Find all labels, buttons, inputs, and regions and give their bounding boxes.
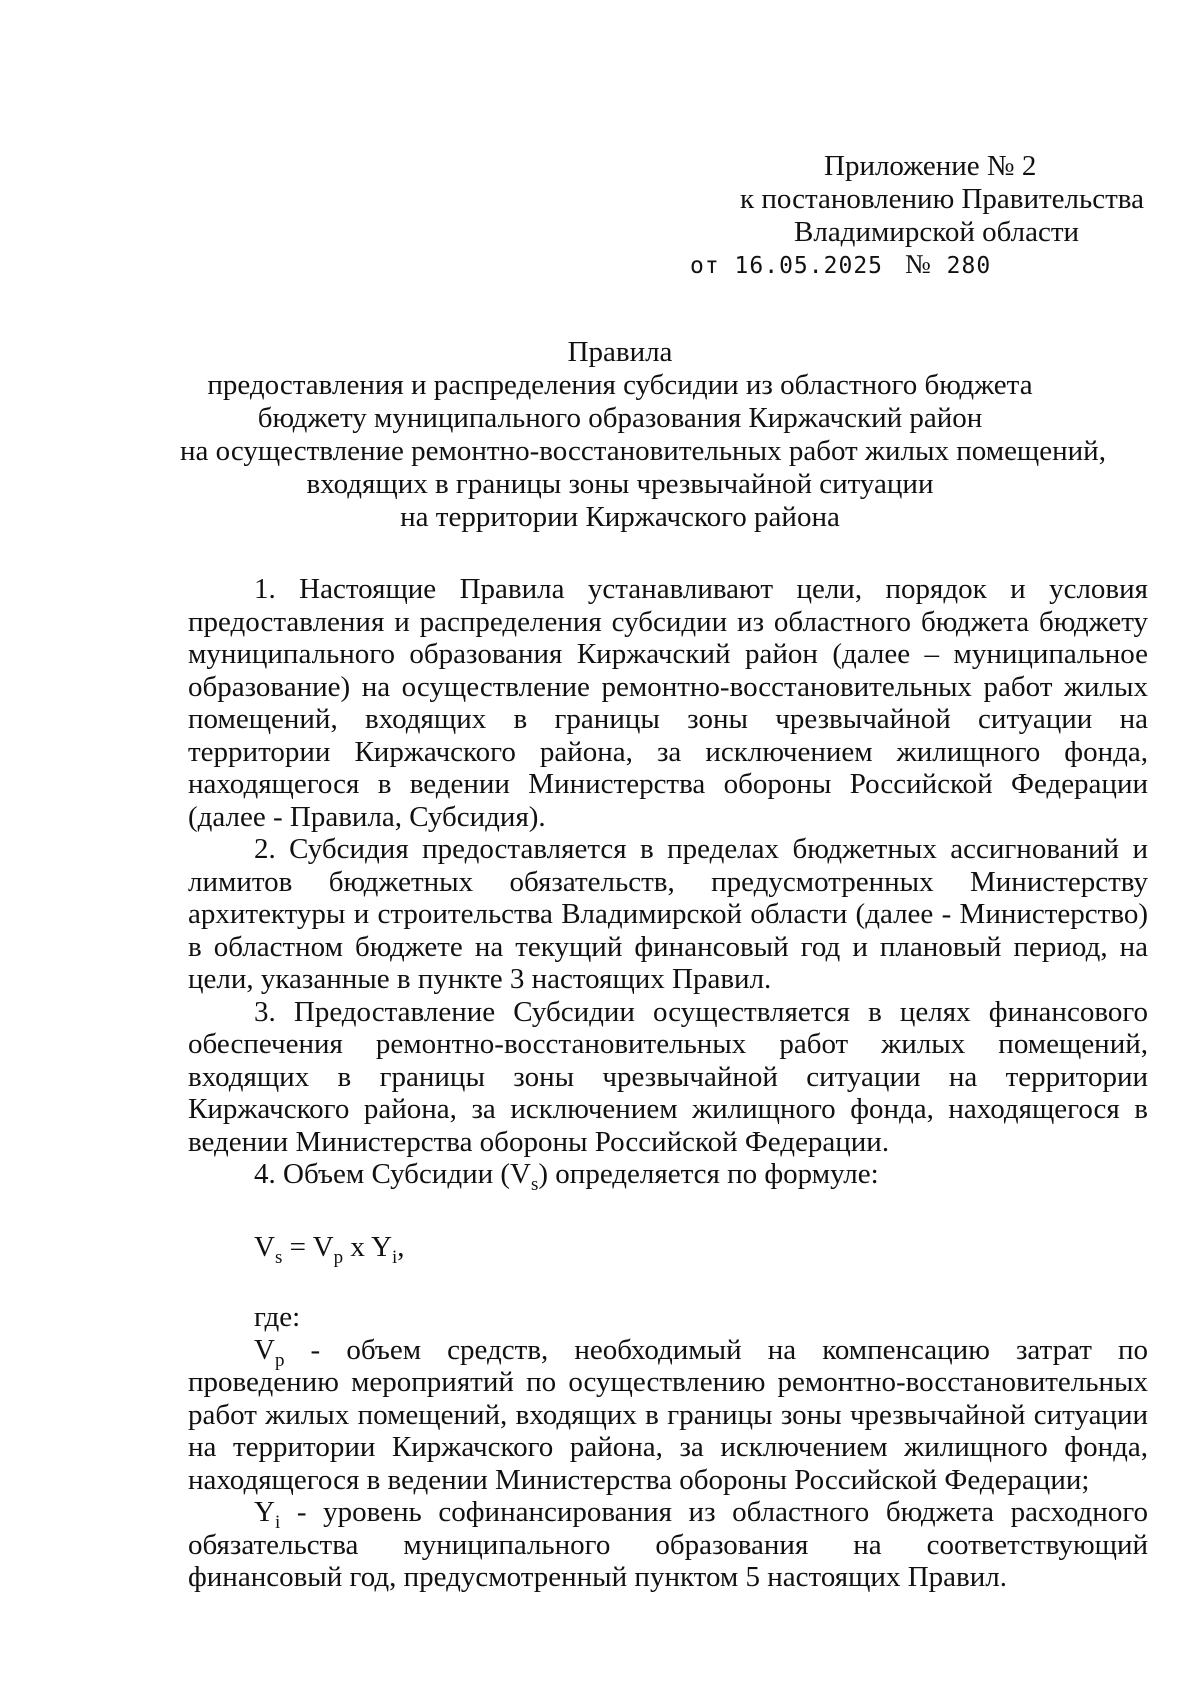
- appendix-date: от 16.05.2025: [690, 253, 884, 279]
- appendix-date-number: [690, 249, 1120, 281]
- paragraph-4: 4. Объем Субсидии $(V_s)$ определяется по формуле:: [254, 1158, 879, 1195]
- title-heading: Правила: [567, 336, 673, 368]
- appendix-doc-number: 280: [946, 253, 992, 279]
- title-line: на территории Киржачского района: [400, 501, 840, 533]
- appendix-block: [690, 150, 1144, 281]
- appendix-resolution: к постановлению Правительства: [740, 183, 1144, 215]
- vp-definition: $V_p$ - объем средств, необходимый на компенсацию затрат по проведению мероприятий по осуществлению ремонтно-восстановительных работ жилых помещений, входящих в границы зоны чрезвычайной ситуации на территории Киржачского района, за исключением жилищного фонда, находящегося в ведении Министерства обороны Российской Федерации;: [188, 1333, 1148, 1496]
- yi-definition: $Y_i$ - уровень софинансирования из областного бюджета расходного обязательства муниципального образования на соответствующий финансовый год, предусмотренный пунктом 5 настоящих Правил.: [188, 1496, 1148, 1593]
- paragraph-2: 2. Субсидия предоставляется в пределах бюджетных ассигнований и лимитов бюджетных обязательств, предусмотренных Министерству архитектуры и строительства Владимирской области (далее - Министерство) в областном бюджете на текущий финансовый год и плановый период, на цели, указанные в пункте 3 настоящих Правил.: [188, 833, 1148, 995]
- title-line: предоставления и распределения субсидии из областного бюджета: [207, 369, 1033, 401]
- document-title: [180, 336, 1106, 534]
- paragraph-3: 3. Предоставление Субсидии осуществляется в целях финансового обеспечения ремонтно-восстановительных работ жилых помещений, входящих в границы зоны чрезвычайной ситуации на территории Киржачского района, за исключением жилищного фонда, находящегося в ведении Министерства обороны Российской Федерации.: [188, 995, 1148, 1158]
- document-body: [188, 573, 1148, 1594]
- subsidy-formula: $V_s = V_p$ x $Y_i$,: [254, 1230, 405, 1268]
- appendix-region: Владимирской области: [794, 216, 1080, 248]
- appendix-number: Приложение № 2: [824, 150, 1037, 182]
- title-line: входящих в границы зоны чрезвычайной ситуации: [306, 468, 934, 500]
- title-line: на осуществление ремонтно-восстановительных работ жилых помещений,: [180, 435, 1106, 467]
- title-line: бюджету муниципального образования Киржачский район: [257, 402, 983, 434]
- number-sign: №: [905, 249, 932, 279]
- paragraph-1: 1. Настоящие Правила устанавливают цели, порядок и условия предоставления и распределения субсидии из областного бюджета бюджету муниципального образования Киржачский район (далее – муниципальное образование) на осуществление ремонтно-восстановительных работ жилых помещений, входящих в границы зоны чрезвычайной ситуации на территории Киржачского района, за исключением жилищного фонда, находящегося в ведении Министерства обороны Российской Федерации (далее - Правила, Субсидия).: [188, 573, 1148, 833]
- where-label: где:: [254, 1301, 301, 1333]
